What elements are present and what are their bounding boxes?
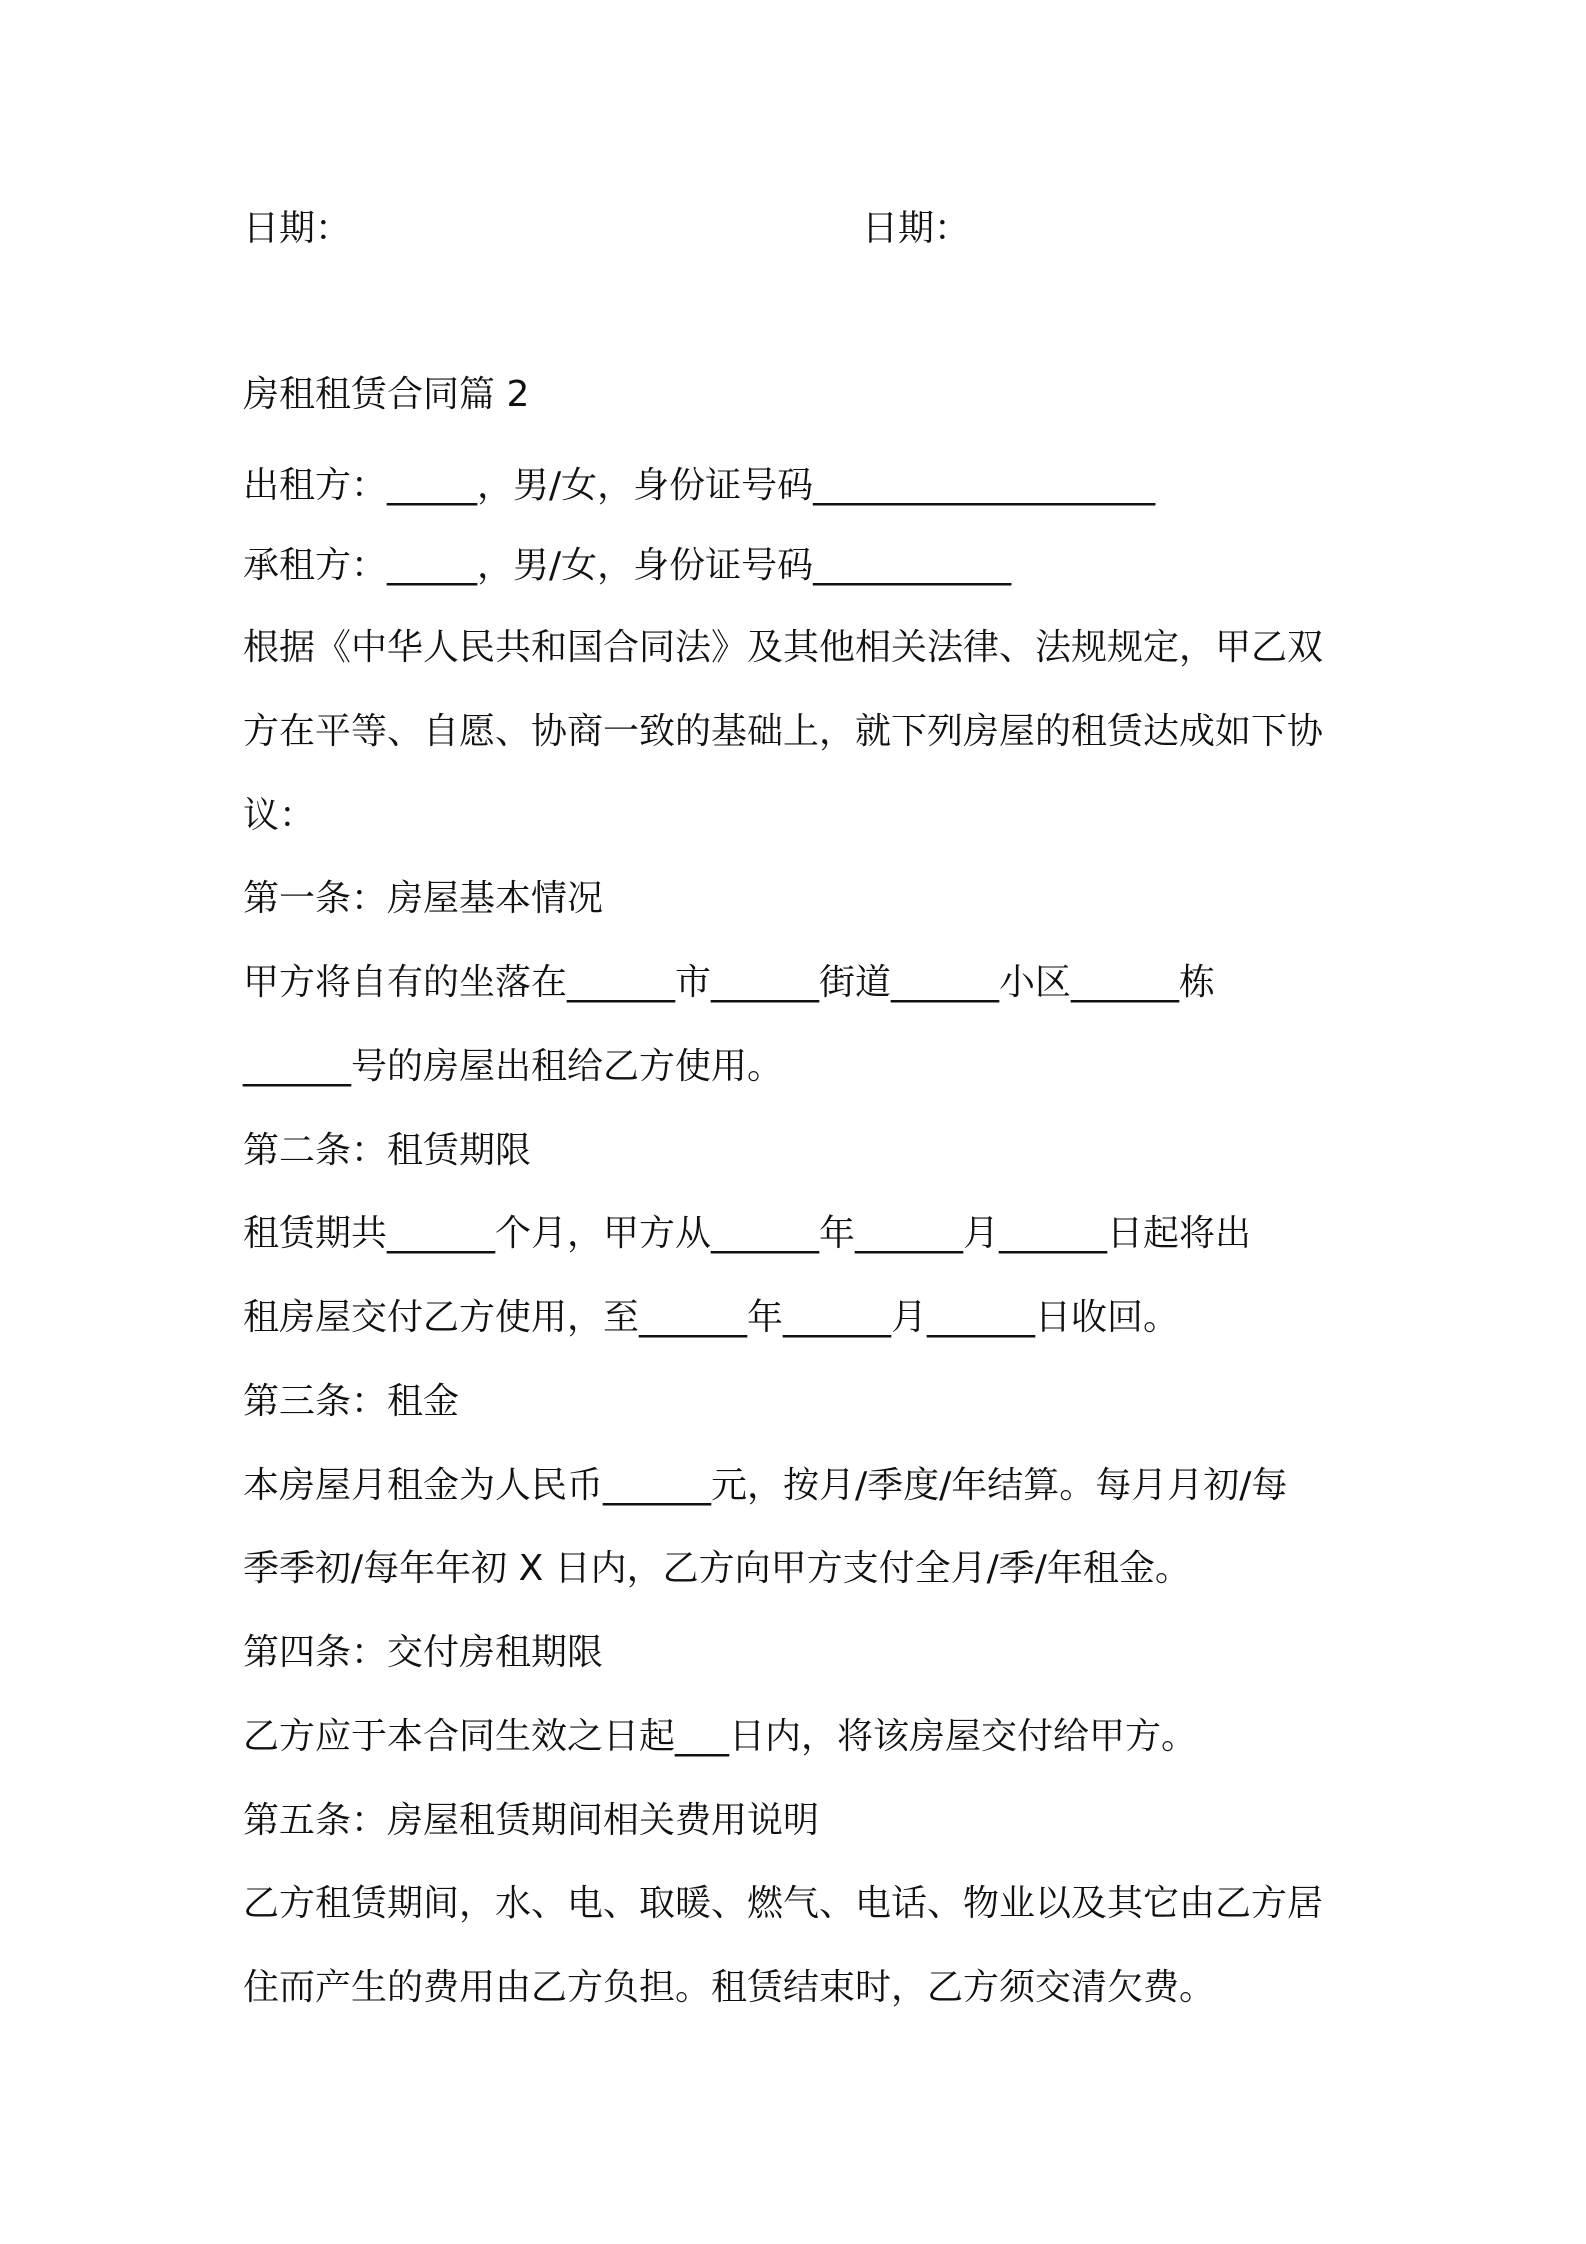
article-1-line-2: ______号的房屋出租给乙方使用。 xyxy=(243,1046,784,1087)
article-3-line-2: 季季初/每年年初 X 日内，乙方向甲方支付全月/季/年租金。 xyxy=(243,1548,1191,1589)
article-1-heading: 第一条：房屋基本情况 xyxy=(243,878,604,919)
lessor-line: 出租方：_____，男/女，身份证号码___________________ xyxy=(243,465,1156,506)
article-5-line-1: 乙方租赁期间，水、电、取暖、燃气、电话、物业以及其它由乙方居 xyxy=(243,1883,1324,1924)
article-2-heading: 第二条：租赁期限 xyxy=(243,1130,532,1171)
date-label-right: 日期： xyxy=(862,208,971,249)
date-label-left: 日期： xyxy=(243,208,352,249)
article-4-heading: 第四条：交付房租期限 xyxy=(243,1632,604,1673)
preamble-line-1: 根据《中华人民共和国合同法》及其他相关法律、法规规定，甲乙双 xyxy=(243,627,1324,668)
preamble-line-2: 方在平等、自愿、协商一致的基础上，就下列房屋的租赁达成如下协 xyxy=(243,711,1324,752)
article-4-line-1: 乙方应于本合同生效之日起___日内，将该房屋交付给甲方。 xyxy=(243,1716,1198,1757)
article-1-line-1: 甲方将自有的坐落在______市______街道______小区______栋 xyxy=(243,962,1216,1003)
preamble-line-3: 议： xyxy=(243,795,316,836)
lessee-line: 承租方：_____，男/女，身份证号码___________ xyxy=(243,545,1012,586)
section-title: 房租租赁合同篇 2 xyxy=(243,374,530,415)
article-2-line-1: 租赁期共______个月，甲方从______年______月______日起将出 xyxy=(243,1213,1252,1254)
article-3-heading: 第三条：租金 xyxy=(243,1381,460,1422)
article-5-heading: 第五条：房屋租赁期间相关费用说明 xyxy=(243,1800,820,1841)
article-2-line-2: 租房屋交付乙方使用，至______年______月______日收回。 xyxy=(243,1297,1180,1338)
article-3-line-1: 本房屋月租金为人民币______元，按月/季度/年结算。每月月初/每 xyxy=(243,1465,1288,1506)
article-5-line-2: 住而产生的费用由乙方负担。租赁结束时，乙方须交清欠费。 xyxy=(243,1967,1216,2008)
